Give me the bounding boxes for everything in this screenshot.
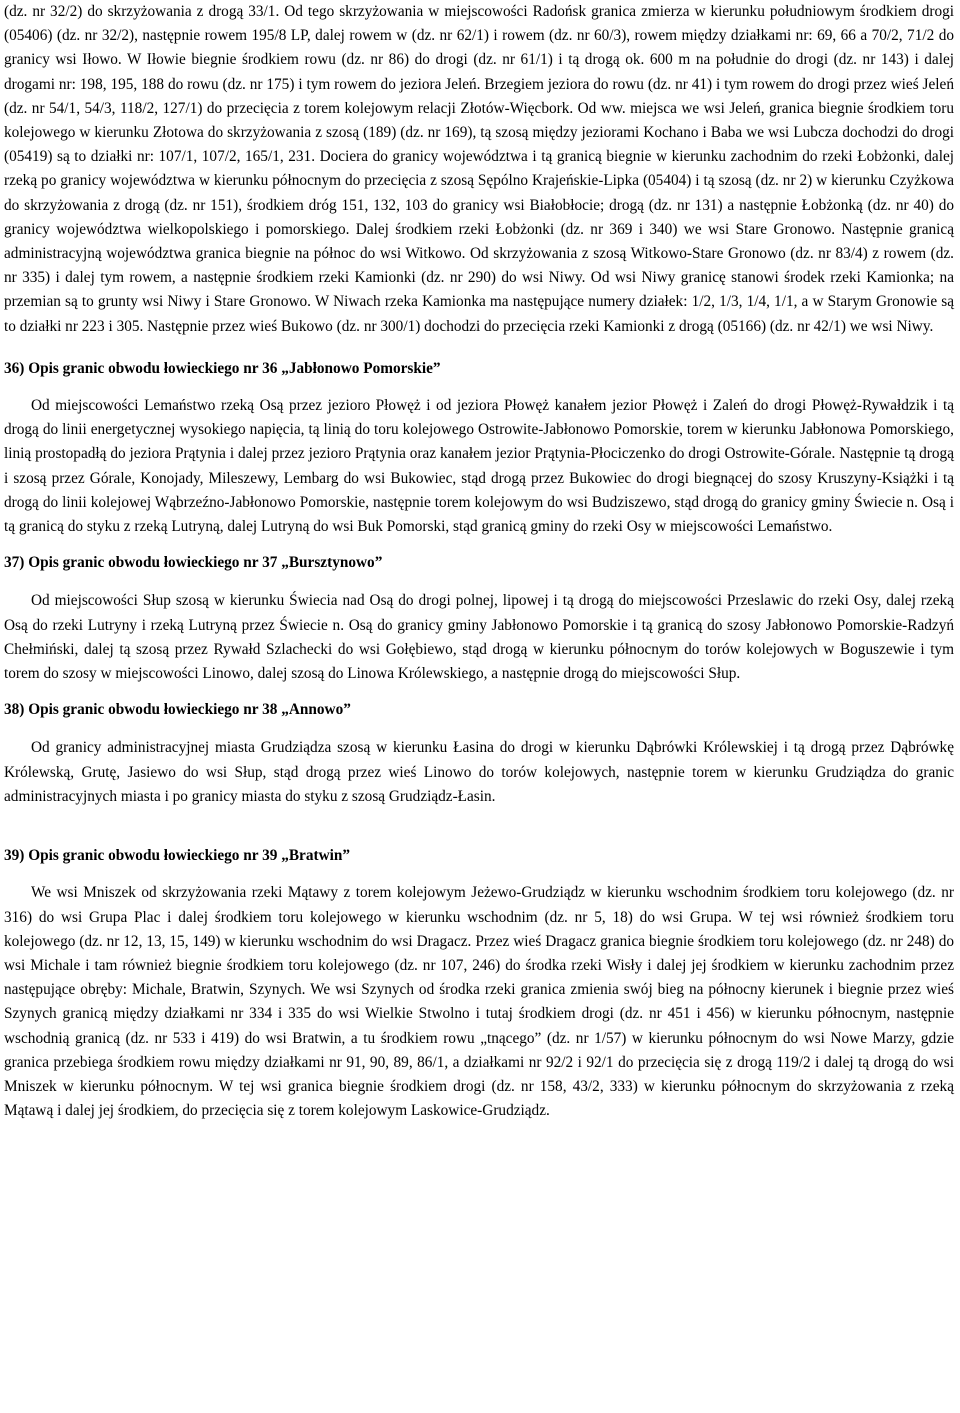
section-37-heading: 37) Opis granic obwodu łowieckiego nr 37 „Bursztynowo” [4,554,383,572]
section-39-heading: 39) Opis granic obwodu łowieckiego nr 39 „Bratwin” [4,847,351,865]
section-37-text: Od miejscowości Słup szosą w kierunku Świecia nad Osą do drogi polnej, lipowej i tą drogą do miejscowości Przeslawic do rzeki Osy, dalej rzeką Osą do rzeki Lutryny i rzeką Lutryną przez Świecie n. Osą do granicy gminy Jabłonowo Pomorskie i tą granicą do szosy Jabłonowo Pomorskie-Radzyń Chełmiński, dalej tą szosą przez Rywałd Szlachecki do wsi Gołębiewo, stąd drogą w kierunku północnym do torów kolejowych w Boguszewie i tym torem do szosy w miejscowości Linowo, dalej szosą do Linowa Królewskiego, a następnie drogą do miejscowości Słup. [4,592,954,683]
continuation-paragraph: (dz. nr 32/2) do skrzyżowania z drogą 33/1. Od tego skrzyżowania w miejscowości Radońsk granica zmierza w kierunku południowym środkiem drogi (05406) (dz. nr 32/2), następnie rowem 195/8 LP, dalej rowem w (dz. nr 62/1) i rowem (dz. nr 60/3), rowem między działkami nr: 69, 66 a 70/2, 71/2 do granicy wsi Iłowo. W Iłowie biegnie środkiem rowu (dz. nr 86) do drogi (dz. nr 61/1) i tą drogą ok. 600 m na południe do drogi (dz. nr 143) i dalej drogami nr: 198, 195, 188 do rowu (dz. nr 175) i tym rowem do jeziora Jeleń. Brzegiem jeziora do rowu (dz. nr 41) i tym rowem do drogi przez wieś Jeleń (dz. nr 54/1, 54/3, 118/2, 127/1) do przecięcia z torem kolejowym relacji Złotów-Więcbork. Od ww. miejsca we wsi Jeleń, granica biegnie środkiem toru kolejowego w kierunku Złotowa do skrzyżowania z szosą (189) (dz. nr 169), tą szosą między jeziorami Kochano i Baba we wsi Lubcza dochodzi do drogi (05419) są to działki nr: 107/1, 107/2, 165/1, 231. Dociera do granicy województwa i tą granicą biegnie w kierunku zachodnim do rzeki Łobżonki, dalej rzeką po granicy województwa w kierunku północnym do przecięcia z szosą Sępólno Krajeńskie-Lipka (05404) i tą szosą (dz. nr 2) w kierunku Czyżkowa do skrzyżowania z drogą (dz. nr 151), środkiem dróg 151, 132, 103 do granicy wsi Białobłocie; drogą (dz. nr 131) a następnie Łobżonką (dz. nr 40) do granicy województwa wielkopolskiego i pomorskiego. Dalej środkiem rzeki Łobżonki (dz. nr 369 i 340) we wsi Stare Gronowo. Następnie granicą administracyjną województwa granica biegnie na północ do wsi Witkowo. Od skrzyżowania z szosą Witkowo-Stare Gronowo (dz. nr 83/4) z rowem (dz. nr 335) i dalej tym rowem, a następnie środkiem rzeki Kamionki (dz. nr 290) do wsi Niwy. Od wsi Niwy granicę stanowi środek rzeki Kamionka; na przemian są to grunty wsi Niwy i Stare Gronowo. W Niwach rzeka Kamionka ma następujące numery działek: 1/2, 1/3, 1/4, 1/1, a w Starym Gronowie są to działki nr 223 i 305. Następnie przez wieś Bukowo (dz. nr 300/1) dochodzi do przecięcia rzeki Kamionki z drogą (05166) (dz. nr 42/1) we wsi Niwy. [4,3,954,335]
section-39-text: We wsi Mniszek od skrzyżowania rzeki Mątawy z torem kolejowym Jeżewo-Grudziądz w kierunku wschodnim środkiem toru kolejowego (dz. nr 316) do wsi Grupa Plac i dalej środkiem toru kolejowego w kierunku wschodnim (dz. nr 5, 18) do wsi Grupa. W tej wsi również środkiem toru kolejowego (dz. nr 12, 13, 15, 149) w kierunku wschodnim do wsi Dragacz. Przez wieś Dragacz granica biegnie środkiem toru kolejowego (dz. nr 248) do wsi Michale i tam również biegnie środkiem toru kolejowego (dz. nr 107, 246) do środka rzeki Wisły i dalej jej środkiem w kierunku zachodnim przez następujące obręby: Michale, Bratwin, Szynych. We wsi Szynych od środka rzeki granica zmienia swój bieg na północny kierunek i biegnie przez wieś Szynych granicą między działkami nr 334 i 335 do wsi Wielkie Stwolno i tutaj środkiem drogi (dz. nr 451 i 456) w kierunku północnym, następnie wschodnią granicą (dz. nr 533 i 419) do wsi Bratwin, a tu środkiem rowu „tnącego” (dz. nr 1/57) w kierunku północnym do wsi Nowe Marzy, gdzie granica przebiega środkiem rowu między działkami nr 91, 90, 89, 86/1, a działkami nr 92/2 i 92/1 do przecięcia się z drogą 119/2 i dalej tą drogą do wsi Mniszek w kierunku północnym. W tej wsi granica biegnie środkiem drogi (dz. nr 158, 43/2, 333) w kierunku północnym do skrzyżowania z rzeką Mątawą i dalej jej środkiem, do przecięcia się z torem kolejowym Laskowice-Grudziądz. [4,884,954,1120]
section-36-text: Od miejscowości Lemaństwo rzeką Osą przez jezioro Płowęż i od jeziora Płowęż kanałem jezior Płowęż i Zaleń do drogi Płowęż-Rywałdzik i tą drogą do linii energetycznej wysokiego napięcia, tą linią do toru kolejowego Ostrowite-Jabłonowo Pomorskie, torem w kierunku Jabłonowa Pomorskiego, linią prostopadłą do jeziora Prątynia i dalej przez jezioro Prątynia oraz kanałem jezior Prątynia-Płociczenko do drogi Ostrowite-Górale. Następnie tą drogą i szosą przez Górale, Konojady, Mileszewy, Lembarg do wsi Bukowiec, stąd drogą przez Bukowiec do drogi biegnącej do szosy Kruszyny-Książki i tą drogą do linii kolejowej Wąbrzeźno-Jabłonowo Pomorskie, następnie torem kolejowym do wsi Budziszewo, stąd drogą do granicy gminy Świecie n. Osą i tą granicą do styku z rzeką Lutryną, dalej Lutryną do wsi Buk Pomorski, stąd granicą gminy do rzeki Osy w miejscowości Lemaństwo. [4,397,954,536]
section-38-heading: 38) Opis granic obwodu łowieckiego nr 38 „Annowo” [4,701,351,719]
section-38-text: Od granicy administracyjnej miasta Grudziądza szosą w kierunku Łasina do drogi w kierunku Dąbrówki Królewskiej i tą drogą przez Dąbrówkę Królewską, Grutę, Jasiewo do wsi Słup, stąd drogą przez wieś Linowo do torów kolejowych, następnie torem w kierunku Grudziądza do granic administracyjnych miasta i po granicy miasta do styku z szosą Grudziądz-Łasin. [4,739,954,805]
section-36-heading: 36) Opis granic obwodu łowieckiego nr 36 „Jabłonowo Pomorskie” [4,359,441,377]
